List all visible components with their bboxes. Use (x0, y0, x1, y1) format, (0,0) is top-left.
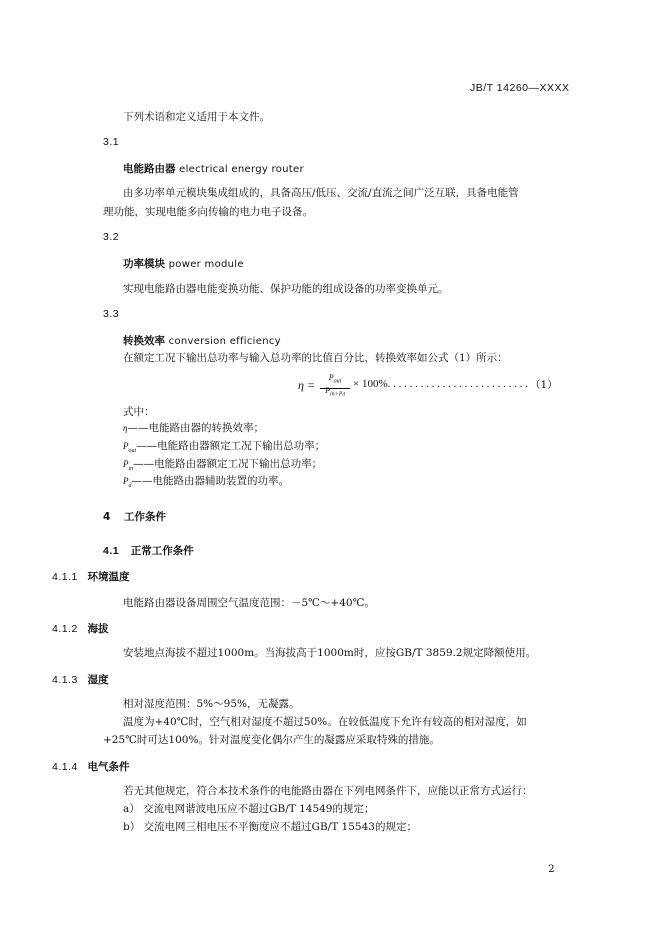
term-definition: 由多功率单元模块集成组成的，具备高压/低压、交流/直流之间广泛互联，具备电能管 (123, 187, 519, 199)
clause-title: 海拔 (87, 623, 109, 635)
clause-text: 若无其他规定，符合本技术条件的电能路由器在下列电网条件下，应能以正常方式运行： (123, 785, 533, 797)
where-symbol: P (123, 459, 129, 469)
section-title: 工作条件 (123, 511, 166, 523)
where-item (123, 439, 325, 458)
where-item (123, 474, 289, 493)
formula-number: （1） (530, 379, 558, 391)
numerator-symbol: P (328, 373, 334, 382)
clause-heading (52, 759, 130, 774)
where-symbol: P (123, 476, 129, 486)
clause-heading (52, 621, 109, 636)
term-heading (123, 162, 304, 177)
where-item (123, 421, 264, 435)
term-en: conversion efficiency (168, 336, 281, 347)
formula-denominator (320, 385, 350, 401)
clause-text: +25℃时可达100%。针对温度变化偶尔产生的凝露应采取特殊的措施。 (103, 734, 440, 746)
term-en: electrical energy router (179, 164, 304, 175)
formula-lhs: η = (298, 378, 316, 392)
section-heading (103, 509, 166, 524)
term-heading (123, 334, 281, 349)
where-subscript: out (128, 448, 137, 455)
where-text: ——电能路由器辅助装置的功率。 (131, 475, 289, 487)
subsection-number: 4.1 (103, 545, 120, 557)
formula-rhs: × 100%. . . . . . . . . . . . . . . . . . . . . . . . . . (353, 378, 528, 390)
denominator-subscript: in+P (330, 391, 343, 398)
clause-text: 相对湿度范围：5%～95%，无凝露。 (123, 698, 300, 710)
where-text: ——电能路由器的转换效率； (127, 422, 264, 434)
page-number: 2 (548, 863, 555, 875)
numerator-subscript: out (333, 378, 342, 385)
term-en: power module (168, 259, 244, 270)
clause-number: 4.1.2 (52, 623, 78, 635)
section-number: 4 (103, 511, 111, 523)
clause-text: 温度为+40℃时，空气相对湿度不超过50%。在较低温度下允许有较高的相对湿度，如 (123, 716, 527, 728)
term-definition: 在额定工况下输出总功率与输入总功率的比值百分比，转换效率如公式（1）所示： (123, 352, 508, 364)
subsection-title: 正常工作条件 (130, 545, 194, 557)
clause-text: 安装地点海拔不超过1000m。当海拔高于1000m时，应按GB/T 3859.2规定降额使用。 (123, 647, 537, 659)
intro-text: 下列术语和定义适用于本文件。 (123, 111, 270, 123)
clause-number: 4.1.1 (52, 571, 78, 583)
list-item: a） 交流电网谐波电压应不超过GB/T 14549的规定； (123, 803, 375, 815)
list-item: b） 交流电网三相电压不平衡度应不超过GB/T 15543的规定； (123, 821, 417, 833)
clause-title: 电气条件 (87, 761, 130, 773)
term-cn: 功率模块 (123, 258, 165, 270)
where-text: ——电能路由器额定工况下输出总功率； (133, 458, 323, 470)
denominator-subscript-2: d (342, 392, 345, 398)
where-subscript: in (128, 466, 134, 473)
term-cn: 转换效率 (123, 335, 165, 347)
term-heading (123, 257, 244, 272)
where-title: 式中： (123, 406, 155, 418)
clause-heading (52, 672, 109, 687)
where-text: ——电能路由器额定工况下输出总功率； (136, 440, 326, 452)
subsection-heading (103, 543, 194, 558)
document-code: JB/T 14260—XXXX (470, 82, 570, 94)
where-symbol: η (123, 423, 128, 433)
where-subscript: d (128, 483, 132, 490)
clause-text: 电能路由器设备周围空气温度范围：－5℃～+40℃。 (123, 597, 375, 609)
clause-number: 4.1.3 (52, 674, 78, 686)
term-cn: 电能路由器 (123, 163, 176, 175)
where-symbol: P (123, 441, 129, 451)
clause-title: 湿度 (87, 674, 109, 686)
term-number: 3.3 (103, 308, 120, 320)
term-definition: 实现电能路由器电能变换功能、保护功能的组成设备的功率变换单元。 (123, 283, 449, 295)
clause-title: 环境温度 (87, 571, 130, 583)
denominator-symbol: P (325, 386, 330, 395)
clause-heading (52, 569, 130, 584)
term-number: 3.1 (103, 136, 120, 148)
clause-number: 4.1.4 (52, 761, 78, 773)
term-definition: 理功能，实现电能多向传输的电力电子设备。 (103, 206, 313, 218)
term-number: 3.2 (103, 231, 120, 243)
